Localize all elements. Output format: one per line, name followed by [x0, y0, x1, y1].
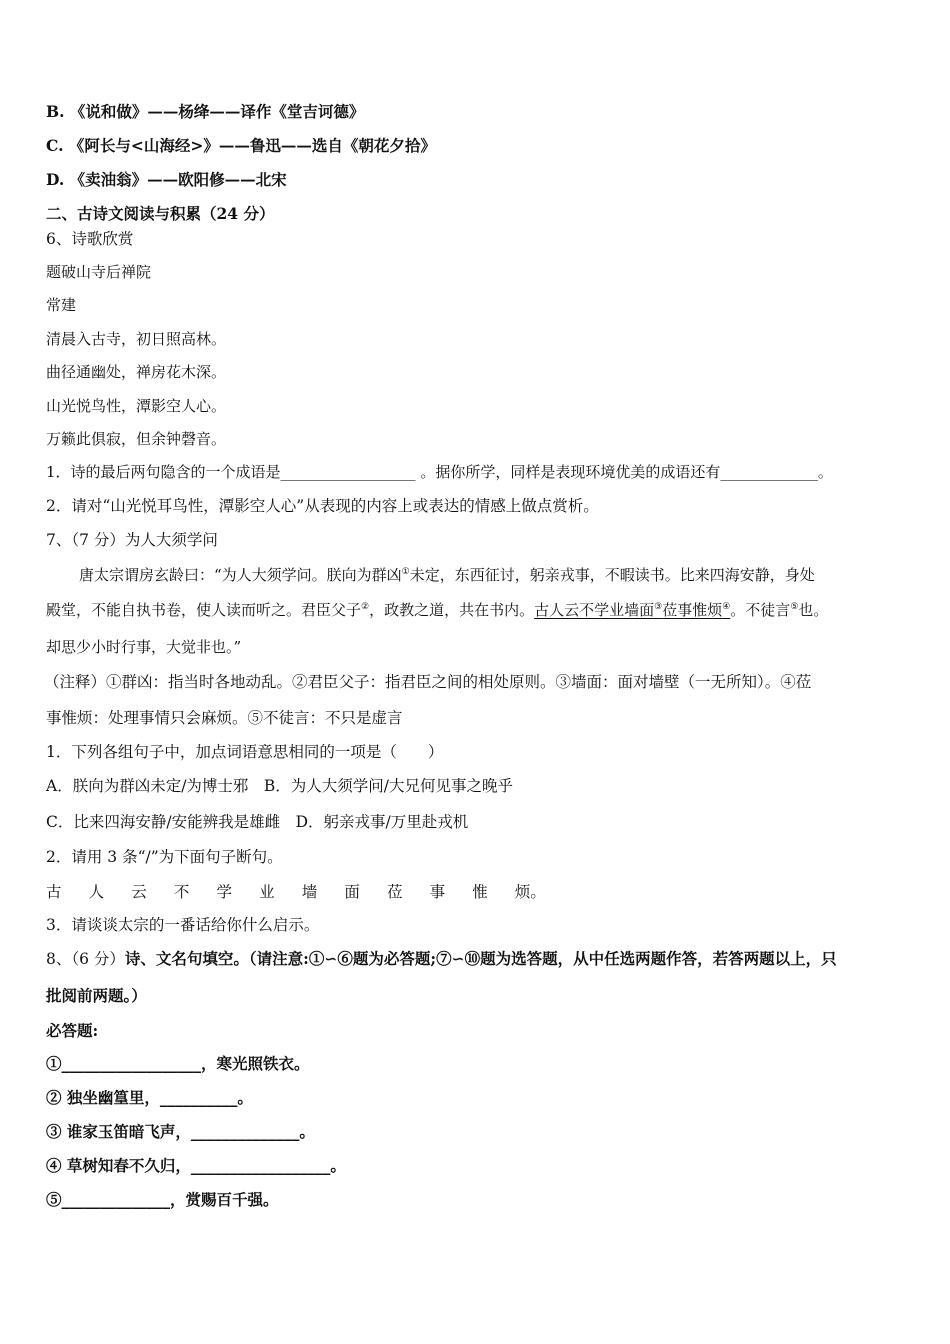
- q7-passage-line2: [46, 599, 828, 621]
- poem-line: 清晨入古寺，初日照高林。: [46, 330, 227, 348]
- footnote-mark: ①: [401, 567, 410, 577]
- option-d: D. 《卖油翁》——欧阳修——北宋: [46, 170, 287, 189]
- char: 墙: [301, 883, 318, 901]
- char: 不: [173, 883, 190, 901]
- fill-blank-item: ④ 草树知春不久归，__________________。: [46, 1156, 346, 1175]
- q7-sub1: 1．下列各组句子中，加点词语意思相同的一项是（ ）: [46, 743, 444, 761]
- passage-text: ，政教之道，共在书内。: [369, 601, 535, 619]
- sentence-to-punctuate: [46, 881, 546, 903]
- fill-blank-item: ①__________________，寒光照铁衣。: [46, 1054, 310, 1073]
- q8-heading-cont: 批阅前两题。）: [46, 986, 147, 1005]
- char: 事: [429, 883, 446, 901]
- poem-line: 山光悦鸟性，潭影空人心。: [46, 397, 227, 415]
- fill-blank-item: ⑤______________，赏赐百千强。: [46, 1190, 279, 1209]
- q7-sub3: 3．请谈谈太宗的一番话给你什么启示。: [46, 916, 320, 934]
- q6-heading: 6、诗歌欣赏: [46, 230, 134, 248]
- footnote-mark: ④: [722, 602, 731, 612]
- q7-options-cd: C．比来四海安静/安能辨我是雄雌 D．躬亲戎事/万里赴戎机: [46, 813, 469, 831]
- char: 莅: [387, 883, 403, 901]
- char: 学: [216, 883, 233, 901]
- char: 人: [88, 883, 105, 901]
- poem-line: 万籁此俱寂，但余钟磬音。: [46, 430, 227, 448]
- char: 古: [46, 883, 62, 901]
- required-label: 必答题:: [46, 1021, 99, 1040]
- q7-notes-line1: （注释）①群凶：指当时各地动乱。②君臣父子：指君臣之间的相处原则。③墙面：面对墙壁（一无所知）。④莅: [44, 673, 812, 691]
- poem-author: 常建: [46, 296, 77, 314]
- q7-sub2: 2．请用 3 条“/”为下面句子断句。: [46, 848, 283, 866]
- option-b: B. 《说和做》——杨绛——译作《堂吉诃德》: [46, 102, 365, 121]
- option-c: C. 《阿长与<山海经>》——鲁迅——选自《朝花夕拾》: [46, 136, 436, 155]
- passage-text: 未定，东西征讨，躬亲戎事，不暇读书。比来四海安静，身处: [409, 566, 815, 584]
- q7-passage-line1: [79, 564, 815, 586]
- q7-options-ab: A．朕向为群凶未定/为博士邪 B．为人大须学问/大兄何见事之晚乎: [46, 777, 514, 795]
- footnote-mark: ⑤: [790, 602, 799, 612]
- section-title: 二、古诗文阅读与积累（24 分）: [46, 204, 275, 223]
- footnote-mark: ③: [654, 602, 663, 612]
- q8-number: 8、（6 分）: [46, 950, 125, 968]
- passage-text: 殿堂，不能自执书卷，使人读而听之。君臣父子: [46, 601, 362, 619]
- fill-blank-item: ③ 谁家玉笛暗飞声，______________。: [46, 1122, 315, 1141]
- poem-title: 题破山寺后禅院: [46, 263, 152, 281]
- char: 烦。: [514, 883, 546, 901]
- q8-instruction: 诗、文名句填空。（请注意:①∽⑥题为必答题;⑦∽⑩题为选答题，从中任选两题作答，若答两题以上，只: [124, 949, 837, 968]
- char: 惟: [472, 883, 488, 901]
- passage-text: 唐太宗谓房玄龄曰：“为人大须学问。朕向为群凶: [79, 566, 402, 584]
- char: 业: [259, 883, 275, 901]
- q8-heading: [46, 948, 837, 970]
- passage-text: 也。: [798, 601, 829, 619]
- q7-heading: 7、（7 分）为人大须学问: [46, 531, 218, 549]
- q6-sub1: 1．诗的最后两句隐含的一个成语是__________________ 。据你所学，同样是表现环境优美的成语还有_____________。: [46, 463, 833, 481]
- passage-text: 古人云不学业墙面: [534, 601, 655, 619]
- underlined-sentence: [534, 601, 730, 619]
- q7-passage-line3: 却思少小时行事，大觉非也。”: [46, 638, 242, 656]
- passage-text: 莅事惟烦: [662, 601, 723, 619]
- poem-line: 曲径通幽处，禅房花木深。: [46, 363, 227, 381]
- char: 面: [344, 883, 360, 901]
- fill-blank-item: ② 独坐幽篁里，__________。: [46, 1088, 253, 1107]
- footnote-mark: ②: [361, 602, 370, 612]
- q6-sub2: 2．请对“山光悦耳鸟性，潭影空人心”从表现的内容上或表达的情感上做点赏析。: [46, 497, 599, 515]
- char: 云: [131, 883, 147, 901]
- q7-notes-line2: 事惟烦：处理事情只会麻烦。⑤不徒言：不只是虚言: [46, 709, 403, 727]
- passage-text: 。不徒言: [730, 601, 791, 619]
